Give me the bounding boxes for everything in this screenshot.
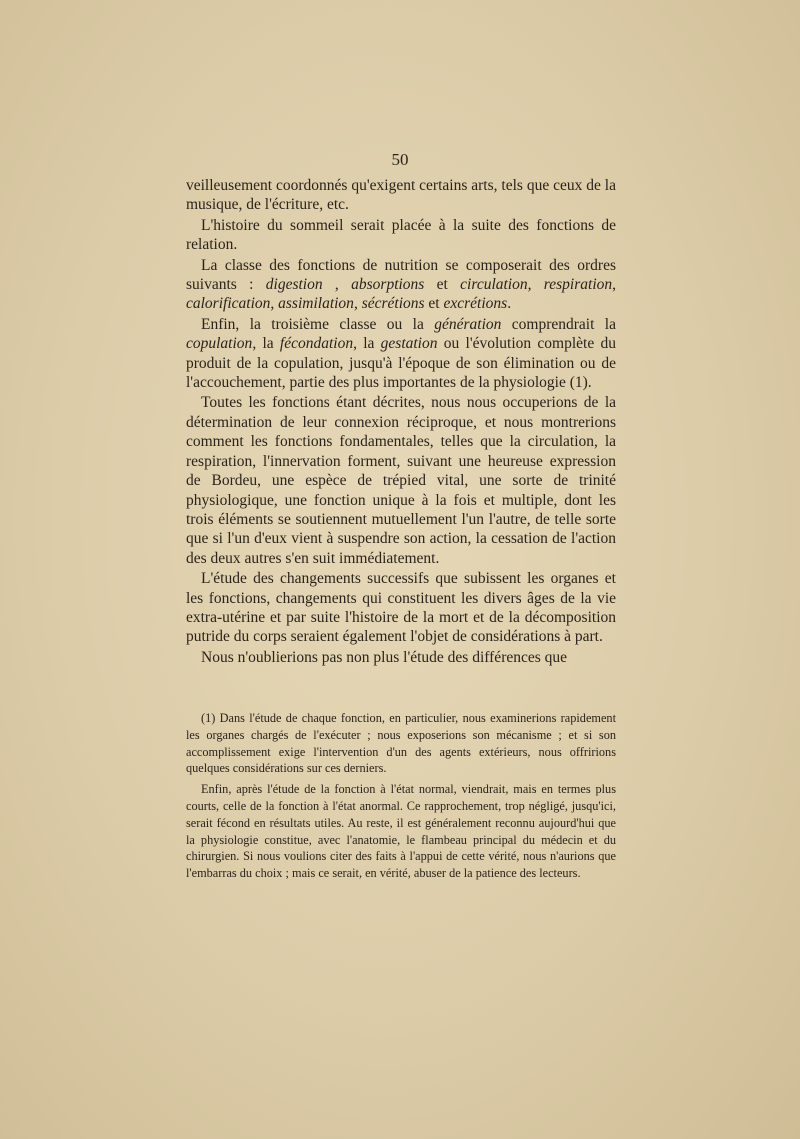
paragraph (186, 393, 616, 568)
paragraph (186, 648, 616, 667)
text-run: veilleusement coordonnés qu'exigent certains arts, tels que ceux de la musique, de l'écriture, etc. (186, 177, 616, 214)
text-run: L'étude des changements successifs que subissent les organes et les fonctions, changements qui constituent les divers âges de la vie extra-utérine et par suite l'histoire de la mort et de la décomposition putride du corps seraient également l'objet de considérations à part. (186, 570, 616, 646)
text-run: La classe des fonctions de nutrition se composerait des ordres suivants : (186, 256, 616, 294)
paragraph (186, 176, 616, 215)
italic-term: circulation, respiration (460, 276, 613, 294)
text-run: , (612, 276, 617, 294)
italic-term: copulation (186, 335, 253, 353)
text-run: comprendrait la (501, 315, 616, 333)
italic-term: fécondation (279, 335, 354, 353)
footnote: Enfin, après l'étude de la fonction à l'état normal, viendrait, mais en termes plus courts, celle de la fonction à l'état anormal. Ce rapprochement, trop négligé, jusqu'ici, serait fécond en résultats utiles. Au reste, il est généralement reconnu aujourd'hui que la physiologie constitue, avec l'anatomie, le flambeau principal du médecin et du chirurgien. Si nous voulions citer des faits à l'appui de cette vérité, nous n'aurions que l'embarras du choix ; mais ce serait, en vérité, abuser de la patience des lecteurs. (186, 782, 616, 881)
text-run: Enfin, la troisième classe ou la (201, 315, 435, 333)
italic-term: excrétions (443, 295, 508, 313)
italic-term: sécrétions (361, 295, 425, 313)
text-run: , (270, 295, 279, 313)
text-run: , la (252, 335, 280, 353)
paragraph (186, 315, 616, 393)
text-run: . (507, 295, 512, 313)
text-run: et (424, 276, 461, 294)
footnotes (186, 710, 616, 886)
text-run: , (322, 276, 352, 294)
main-text (186, 176, 616, 668)
text-run: L'histoire du sommeil serait placée à la suite des fonctions de relation. (186, 216, 616, 254)
italic-term: calorification (186, 295, 271, 313)
italic-term: assimilation (278, 295, 354, 313)
italic-term: absorptions (351, 276, 425, 294)
text-run: , (353, 295, 362, 313)
page-number: 50 (391, 150, 409, 169)
italic-term: génération (434, 315, 502, 333)
text-run: et (424, 295, 444, 313)
text-run: ou l'évolution complète du produit de la copulation, jusqu'à l'époque de son élimination ou de l'accouchement, partie des plus importantes de la physiologie (1). (186, 335, 616, 392)
text-run: Toutes les fonctions étant décrites, nous nous occuperions de la détermination de leur connexion réciproque, et nous montrerions comment les fonctions fondamentales, telles que la circulation, la respiration, l'innervation forment, suivant une heureuse expression de Bordeu, une espèce de trépied vital, une sorte de trinité physiologique, une fonction unique à la fois et multiple, dont les trois éléments se soutiennent mutuellement l'un l'autre, de telle sorte que si l'un d'eux vient à suspendre son action, la cessation de l'action des deux autres s'en suit immédiatement. (186, 394, 616, 567)
footnote: (1) Dans l'étude de chaque fonction, en particulier, nous examinerions rapidement les organes chargés de l'exécuter ; nous exposerions son mécanisme ; et si son accomplissement exige l'intervention d'un des agents extérieurs, nous offririons quelques considérations sur ces derniers. (186, 711, 616, 776)
text-run: , la (353, 335, 381, 353)
paragraph (186, 216, 616, 255)
paragraph (186, 569, 616, 647)
italic-term: digestion (265, 276, 323, 294)
paragraph (186, 256, 616, 314)
text-run: Nous n'oublierions pas non plus l'étude des différences que (201, 648, 568, 666)
italic-term: gestation (380, 335, 438, 353)
